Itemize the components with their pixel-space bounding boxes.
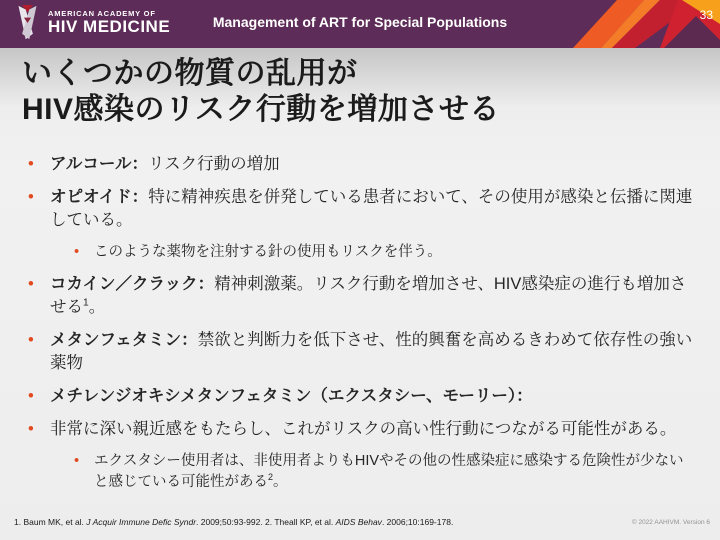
bullet-item	[28, 273, 694, 319]
slide-title-line2: HIV感染のリスク行動を増加させる	[22, 93, 500, 126]
bullet-marker-icon: •	[28, 155, 34, 173]
bullet-text: メチレンジオキシメタンフェタミン（エクスタシー、モーリー）：	[50, 387, 533, 405]
bullet-marker-icon: •	[74, 453, 80, 469]
bullet-item	[28, 153, 694, 176]
bullet-text: オピオイド：特に精神疾患を併発している患者において、その使用が感染と伝播に関連している。	[50, 188, 693, 229]
bullet-item	[28, 418, 694, 441]
bullet-list	[0, 128, 720, 493]
bullet-item	[28, 385, 694, 408]
awareness-ribbon-icon	[14, 4, 41, 42]
slide-number: 33	[699, 8, 713, 22]
bullet-item	[28, 329, 694, 375]
logo-line1: AMERICAN ACADEMY OF	[48, 9, 156, 19]
slide-title	[0, 48, 720, 128]
bullet-text: このような薬物を注射する針の使用もリスクを伴う。	[94, 244, 442, 260]
sub-bullet-item	[74, 242, 694, 263]
header-bar	[0, 0, 720, 48]
aahivm-logo	[14, 4, 170, 42]
bullet-text: エクスタシー使用者は、非使用者よりもHIVやその他の性感染症に感染する危険性が少ないと感じている可能性がある$^2$。	[94, 453, 684, 490]
slide-title-line1: いくつかの物質の乱用が	[22, 57, 358, 90]
deck-title: Management of ART for Special Populations	[212, 14, 508, 30]
bullet-text: コカイン／クラック：精神刺激薬。リスク行動を増加させ、HIV感染症の進行も増加させる$^1$。	[50, 275, 687, 316]
sub-bullet-item	[74, 451, 694, 493]
corner-accent-graphic	[560, 0, 720, 48]
logo-line2: HIV MEDICINE	[48, 17, 171, 37]
slide-body	[0, 48, 720, 540]
bullet-text: アルコール：リスク行動の増加	[50, 155, 280, 173]
bullet-marker-icon: •	[28, 275, 34, 293]
logo-text	[48, 10, 170, 36]
bullet-marker-icon: •	[28, 420, 34, 438]
bullet-marker-icon: •	[74, 244, 80, 260]
bullet-marker-icon: •	[28, 188, 34, 206]
bullet-marker-icon: •	[28, 387, 34, 405]
copyright-version: © 2022 AAHIVM. Version 6	[631, 519, 710, 526]
bullet-text: 非常に深い親近感をもたらし、これがリスクの高い性行動につながる可能性がある。	[50, 420, 677, 438]
reference-citations: 1. Baum MK, et al. J Acquir Immune Defic Syndr. 2009;50:93-992. 2. Theall KP, et al. AIDS Behav. 2006;10:169-178.	[14, 517, 454, 527]
bullet-item	[28, 186, 694, 232]
bullet-marker-icon: •	[28, 331, 34, 349]
bullet-text: メタンフェタミン：禁欲と判断力を低下させ、性的興奮を高めるきわめて依存性の強い薬物	[50, 331, 693, 372]
